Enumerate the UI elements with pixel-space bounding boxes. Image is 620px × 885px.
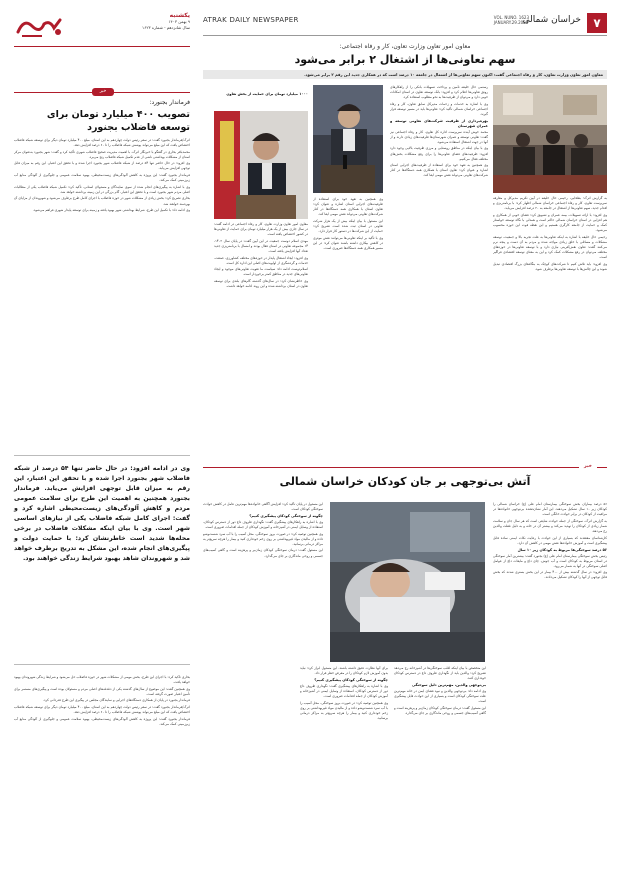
main-col2-p2: وی با اشاره به خدمات و زحمات مدیرکل سابق تعاون، کار و رفاه اجتماعی خراسان شمالی تأکید کرد: تعاونی‌ها باید در مسیر توسعه قرار گیرند. — [390, 101, 488, 116]
main-col1-p2: وی افزود: با ارائه تسهیلات، بیمه عمران و تشویق کرد: فضای خوبی از همکاری و هم افزایی در استان خراسان شمالی حاکم است و همدلی با نگاه توسعه خواستار کمک و حمایت از جامعه کارگری هستیم و این نقطه قوت این حوزه محسوب می‌شود. — [493, 212, 607, 233]
main-col-1 — [493, 196, 607, 458]
main-kicker: معاون امور تعاون وزارت تعاون، کار و رفاه اجتماعی: — [339, 43, 471, 50]
bottom-col4-p2: وی با اشاره به راهکارهای پیشگیری گفت: نگهداری ظروف داغ دور از دسترس کودکان، استفاده از وسایل ایمنی در آشپزخانه و آموزش کودکان از جمله اقدامات ضروری است. — [203, 519, 323, 530]
main-photo-meeting — [493, 85, 607, 193]
bottom-col1-p4: رئیس بخش سوختگی بیمارستان امام علی (ع) بجنورد گفت: بیشترین آمار سوختگی در استان مربوط به کودکان است و آب جوش، چای داغ و مایعات داغ از عوامل اصلی سوختگی در آنها به شمار می‌رود. — [493, 553, 607, 568]
left-b2-p1: بخاری تأکید کرد: با اجرای این طرح، بخش مهمی از مشکلات شهر در حوزه فاضلاب حل می‌شود و شرایط زندگی شهروندان بهبود خواهد یافت. — [14, 675, 190, 685]
bottom-col2-p2: وی ادامه داد: بی‌توجهی والدین و نبود فضای ایمن در خانه مهم‌ترین علت سوختگی کودکان است و بسیاری از این حوادث قابل پیشگیری است. — [394, 689, 486, 704]
main-col3-p1: وی همچنین به تعهد خود برای استفاده از ظرفیت‌های اجرایی استان اشاره و عنوان کرد: تعاون استان با همکاری همه دستگاه‌ها در کنار شرکت‌های تعاونی می‌تواند نقش مهمی ایفا کند. — [313, 197, 383, 217]
bottom-section-label — [203, 463, 607, 471]
left-p7: وی ادامه داد: با تکمیل این طرح، شرایط بهداشتی شهر بهبود یافته و زمینه برای توسعه پایدار شهری فراهم می‌شود. — [32, 208, 190, 213]
atrak-logo-icon — [14, 12, 66, 40]
bottom-headline: آتش بی‌توجهی بر جان کودکان خراسان شمالی — [279, 475, 531, 488]
main-col4-p3: وی افزود: ایجاد اشتغال پایدار در حوزه‌های مختلف کشاورزی، صنعت، خدمات و گردشگری از اولویت‌های اصلی این اداره کل است. — [214, 255, 308, 265]
issue-date: JANUARY.29.2025 — [493, 20, 529, 25]
main-col4-p4: اسلام‌دوست ادامه داد: سیاست ما تقویت تعاونی‌های موجود و ایجاد تعاونی‌های جدید در مناطق کمتر برخوردار است. — [214, 267, 308, 277]
main-col3-p2: این مسئول با بیان اینکه بیش از یک هزار شرکت تعاونی در استان ثبت شده است تصریح کرد: حمایت از این شرکت‌ها در دستور کار قرار دارد. — [313, 218, 383, 234]
bottom-col2-p1: این متخصص با بیان اینکه اغلب سوختگی‌ها در آشپزخانه رخ می‌دهد تصریح کرد: والدین باید از نگهداری ظروف داغ در دسترس کودکان خودداری کنند. — [394, 666, 486, 681]
main-col3-p3: وی با تأکید بر اینکه تعاونی‌ها می‌توانند نقش موثری در کاهش بیکاری داشته باشند عنوان کرد: در این مسیر همکاری همه دستگاه‌ها ضروری است. — [313, 235, 383, 250]
bottom-col1-subhead: ۵۶ درصد سوختگی‌ها مربوط به کودکان زیر ۱۰ سال — [517, 547, 607, 552]
bottom-col-2 — [394, 666, 486, 875]
issue-volume: VOL. NUNO. 1623 — [493, 15, 529, 20]
bottom-col2-p3: این مسئول گفت: درمان سوختگی کودکان زمان‌بر و پرهزینه است و گاهی آسیب‌های جسمی و روحی ماندگاری بر جای می‌گذارد. — [394, 705, 486, 715]
left-label-chip: خبر — [92, 88, 114, 96]
main-photo-official — [214, 111, 308, 219]
main-photo-speaker — [313, 85, 383, 193]
main-col2-p1: رستمی حال خلیفه تأمین و پرداخت تسهیلات بانکی را از راهکارهای رونق تعاونی‌ها اعلام کرد و افزود: بانک توسعه تعاون در استان امکانات خوبی دارد و می‌توان از ظرفیت‌ها به نحو مطلوب استفاده کرد. — [390, 85, 488, 100]
left-body-2 — [14, 675, 190, 875]
left-quote-text: وی در ادامه افزود: در حال حاضر تنها ۵۴ درصد از شبکه فاضلاب شهر بجنورد اجرا شده و با تحقق این اعتبار، این رقم به میزان قابل توجهی افزایش می‌یابد. فرماندار بجنورد همچنین به اهمیت این طرح برای سلامت عمومی مردم و کاهش آلودگی‌های زیست‌محیطی اشاره کرد و گفت: اجرای کامل شبکه فاضلاب یکی از نیازهای اساسی شهر است. وی با بیان اینکه مشکلات فاضلاب در برخی محله‌ها شدید است خاطرنشان کرد: با حمایت دولت و پیگیری‌های انجام شده، این مشکل به تدریج برطرف خواهد شد و شهروندان شاهد بهبود شرایط زندگی خواهند بود. — [14, 465, 191, 562]
left-b2-p4: اترک/فرماندار بجنورد گفت: در سفر رئیس دولت چهاردهم به این استان، مبلغ ۴۰۰ میلیارد تومان دیگر برای توسعه شبکه فاضلاب اختصاص یافت که این مبلغ می‌تواند پوشش شبکه فاضلاب را تا ۶۰ درصد افزایش دهد. — [14, 704, 190, 715]
main-col4-p1: معاون امور تعاون وزارت تعاون، کار و رفاه اجتماعی در ادامه گفت: در سال جاری بیش از یک هزار میلیارد تومان برای حمایت از تعاونی‌ها در کشور اختصاص یافته است. — [214, 222, 308, 237]
bottom-col4-p4: این مسئول گفت: درمان سوختگی کودکان زمان‌بر و پرهزینه است و گاهی آسیب‌های جسمی و روحی ماندگاری بر جای می‌گذارد. — [203, 548, 323, 558]
left-headline: تصویب ۴۰۰ میلیارد تومان برای توسعه فاضلاب بجنورد — [46, 109, 190, 133]
masthead-date-text: ۹ بهمن ۱۴۰۳ — [168, 19, 190, 24]
masthead-day: یکشنبه — [169, 12, 190, 19]
main-col-4-top — [214, 90, 308, 110]
left-b2-p3: فرماندار بجنورد در پایان از همکاری دستگاه‌های اجرایی و نمایندگان مجلس در پیگیری این طرح قدردانی کرد. — [42, 698, 190, 703]
bottom-col3-p3: وی همچنین توصیه کرد: در صورت بروز سوختگی، محل آسیب را با آب سرد شست‌وشو داده و از مالیدن مواد غیربهداشتی بر روی زخم خودداری کنید و بیمار را هرچه سریع‌تر به مراکز درمانی برسانید. — [300, 700, 388, 721]
section-title: خراسان شمالی — [522, 15, 581, 25]
masthead-issue: سال شانزدهم - شماره ۱۶۲۳ — [142, 25, 190, 30]
left-p2: محمدباقر بخاری در گفتگو با خبرنگار اترک، با اهمیت مدیریت صحیح فاضلاب شهری تأکید کرد و گفت: شهر بجنورد به‌عنوان مرکز استان از مشکلات بهداشتی ناشی از عدم تکمیل شبکه فاضلاب رنج می‌برد. — [14, 149, 190, 159]
main-headline: سهم تعاونی‌ها از اشتغال ۲ برابر می‌شود — [294, 53, 516, 66]
paper-name: ATRAK DAILY NEWSPAPER — [203, 16, 299, 24]
main-col4-p2: مهدی اسلام‌ دوست جمعیت در این آیین گفت: در پایان سال ۱۴۰۲، ۱۴ مجموعه تعاونی در استان فعال بودند و امسال با برنامه‌ریزی جدید تعداد آنها افزایش یافته است. — [214, 238, 308, 253]
left-b2-p5: فرماندار بجنورد گفت: این پروژه به کاهش آلودگی‌های زیست‌محیطی، بهبود سلامت عمومی و جلوگیری از آلودگی منابع آب زیرزمینی کمک می‌کند. — [14, 716, 190, 726]
main-col1-p4: وی افزود: باید تلاش کنیم تا شرکت‌های کوچک به بنگاه‌های بزرگ اقتصادی تبدیل شوند و این چالش‌ها با توسعه تعاونی‌ها برطرف شود. — [493, 261, 607, 271]
main-col2-p5: وی همچنین به تعهد خود برای استفاده از ظرفیت‌های اجرایی استان اشاره و عنوان کرد: تعاون استان با همکاری همه دستگاه‌ها در کنار شرکت‌های تعاونی می‌تواند نقش مهمی ایفا کند. — [390, 163, 488, 178]
masthead-date — [142, 13, 190, 31]
main-lead: معاون امور تعاون وزارت تعاون، کار و رفاه اجتماعی گفت: اکنون سهم تعاونی‌ها از اشتغال در جامعه ۱۰ درصد است که در همکاری جدید این رقم ۲ برابر می‌شود. — [203, 70, 607, 79]
page-header — [203, 13, 607, 37]
left-p3: وی افزود: در حال حاضر تنها ۵۴ درصد از شبکه فاضلاب شهر بجنورد اجرا شده و با تحقق این اعتبار، این رقم به میزان قابل توجهی افزایش می‌یابد. — [14, 161, 190, 171]
bottom-col-4 — [203, 502, 323, 875]
main-col2-p4: وی با بیان اینکه در مناطق روستایی و مرزی ظرفیت بالایی وجود دارد افزود: ظرفیت‌های فضای تعاونی‌ها را برای رفع مشکلات بخش‌های مختلف فعال می‌کنیم. — [390, 146, 488, 161]
left-p1: اترک/فرماندار بجنورد گفت: در سفر رئیس دولت چهاردهم به این استان، مبلغ ۴۰۰ میلیارد تومان دیگر برای توسعه شبکه فاضلاب اختصاص یافت که این مبلغ می‌تواند پوشش شبکه فاضلاب را تا ۶۰ درصد افزایش دهد. — [14, 138, 190, 148]
bottom-label-chip: خبر — [579, 463, 597, 471]
main-col-2 — [390, 85, 488, 458]
bottom-photo-child — [330, 502, 485, 662]
left-body — [14, 138, 190, 448]
bottom-col1-p1: ۵۶ درصد بیماران بخش سوختگی بیمارستان امام علی (ع) خراسان شمالی را کودکان زیر ۱۰ سال تشکیل می‌دهند. این آمار نشان‌دهنده بی‌توجهی خانواده‌ها در مراقبت از کودکان در برابر حوادث خانگی است. — [493, 502, 607, 517]
bottom-col4-p3: وی همچنین توصیه کرد: در صورت بروز سوختگی، محل آسیب را با آب سرد شست‌وشو داده و از مالیدن مواد غیربهداشتی بر روی زخم خودداری کنید و بیمار را هرچه سریع‌تر به مراکز درمانی برسانید. — [203, 531, 323, 546]
main-col4-p5: وی خاطرنشان کرد: در سال‌های گذشته گام‌های بلندی برای توسعه تعاون در استان برداشته شده و این روند ادامه خواهد داشت. — [214, 278, 308, 289]
bottom-col2-subhead: بی‌توجهی والدین، مهم‌ترین دلیل سوختگی — [411, 683, 486, 688]
main-col2-subhead: بهره‌برداری از ظرفیت شرکت‌های تعاونی توسعه و عمران شهرستان — [390, 119, 488, 128]
left-pull-quote — [14, 455, 190, 665]
main-col-3 — [313, 197, 383, 458]
main-col1-p1: به گزارش اترک؛ بطحایی، رحیمی حال‌ خلیفه در آیین تکریم مدیرکل و معارفه سرپرست تعاون، کار و رفاه اجتماعی خراسان شمالی اظهار کرد: با برنامه‌ریزی و اقدام جدید، سهم تعاونی‌ها از اشتغال در جامعه به ۲۰ درصد افزایش می‌یابد. — [493, 196, 607, 211]
masthead — [14, 12, 190, 42]
bottom-col4-p1: این مسئول در پایان تأکید کرد: افزایش آگاهی خانواده‌ها مهم‌ترین عامل در کاهش حوادث سوختگی کودکان است. — [203, 502, 323, 512]
bottom-col1-p5: وی افزود: در سال گذشته بیش از ۴۰۰ بیمار در این بخش بستری شدند که بخش قابل توجهی از آنها را کودکان تشکیل می‌دادند. — [493, 570, 607, 580]
main-col-4 — [214, 222, 308, 458]
bottom-col4-subhead: چگونه از سوختگی کودکان پیشگیری کنیم؟ — [249, 514, 323, 519]
left-p5: وی با اشاره به پیگیری‌های انجام شده از سوی نمایندگان و مسئولان استانی، تأکید کرد: تکمیل شبکه فاضلاب یکی از مطالبات اصلی مردم شهر بجنورد است و با تحقق این اعتبار، گام بزرگی در این زمینه برداشته خواهد شد. — [14, 184, 190, 194]
header-divider — [203, 35, 607, 36]
left-p6: بخاری تصریح کرد: بخش زیادی از مشکلات شهر در حوزه فاضلاب با اجرای کامل طرح برطرف می‌شود و شهروندان از مزایای آن بهره‌مند خواهند شد. — [14, 196, 190, 206]
bottom-col-1 — [493, 502, 607, 875]
main-col1-p3: رحیمی حال‌ خلیفه با اشاره به اینکه تعاونی‌ها به علت تجربه بالا و جمعیت، توسعه مشکلات و مسائلی با خلق زیادی مواجه شده و مردم به آن دست و پنجه نرم می‌کنند گفت: تعاون نقش‌آفرینی نیازی دارد و با توسعه تعاونی‌ها در حوزه‌های مختلف می‌توان در رفع مشکلات کمک کرد و این به معنای توسعه اقتصادی فراگیر است. — [493, 234, 607, 260]
left-section-label — [14, 88, 190, 96]
issue-meta — [494, 15, 529, 25]
bottom-col3-p2: وی با اشاره به راهکارهای پیشگیری گفت: نگهداری ظروف داغ دور از دسترس کودکان، استفاده از وسایل ایمنی در آشپزخانه و آموزش کودکان از جمله اقدامات ضروری است. — [300, 683, 388, 699]
bottom-col3-p1: برای آنها نظارت دقیق داشته باشند. این مسئول ابراز کرد: نباید بدون آموزش لازم کودکان را در معرض خطر قرار داد. — [300, 666, 388, 676]
left-kicker: فرماندار بجنورد: — [149, 99, 190, 106]
left-b2-p2: وی همچنین گفت: این موضوع از سال‌های گذشته یکی از دغدغه‌های اصلی مردم و مسئولان بوده است و پیگیری‌های مستمر برای تأمین اعتبار صورت گرفته است. — [14, 686, 190, 696]
bottom-col1-p3: کارشناسان معتقدند که بسیاری از این حوادث با رعایت نکات ایمنی ساده قابل پیشگیری است و آموزش خانواده‌ها نقش مهمی در کاهش آن دارد. — [493, 535, 607, 545]
bottom-col3-subhead: چگونه از سوختگی کودکان پیشگیری کنیم؟ — [314, 678, 388, 683]
page-number: ۷ — [587, 13, 607, 33]
main-col2-p3: محمد خوش‌ آینده سرپرست اداره کل تعاون، کار و رفاه اجتماعی نیز گفت: تعاونی توسعه و عمران شهرستان‌ها ظرفیت‌های زیادی دارند و از آنها در جهت اشتغال استفاده می‌شود. — [390, 129, 488, 144]
left-p4: فرماندار بجنورد گفت: این پروژه به کاهش آلودگی‌های زیست‌محیطی، بهبود سلامت عمومی و جلوگیری از آلودگی منابع آب زیرزمینی کمک می‌کند. — [14, 173, 190, 183]
bottom-col1-p2: به گزارش اترک، سوختگی از جمله حوادث شایعی است که هر سال جان و سلامت شمار زیادی از کودکان را تهدید می‌کند و بیشتر آن در خانه و به دلیل غفلت والدین رخ می‌دهد. — [493, 518, 607, 533]
main-col4-subhead: ۱۰۰۰ میلیارد تومان برای حمایت از بخش تعاون — [226, 92, 308, 96]
masthead-divider — [14, 46, 190, 47]
